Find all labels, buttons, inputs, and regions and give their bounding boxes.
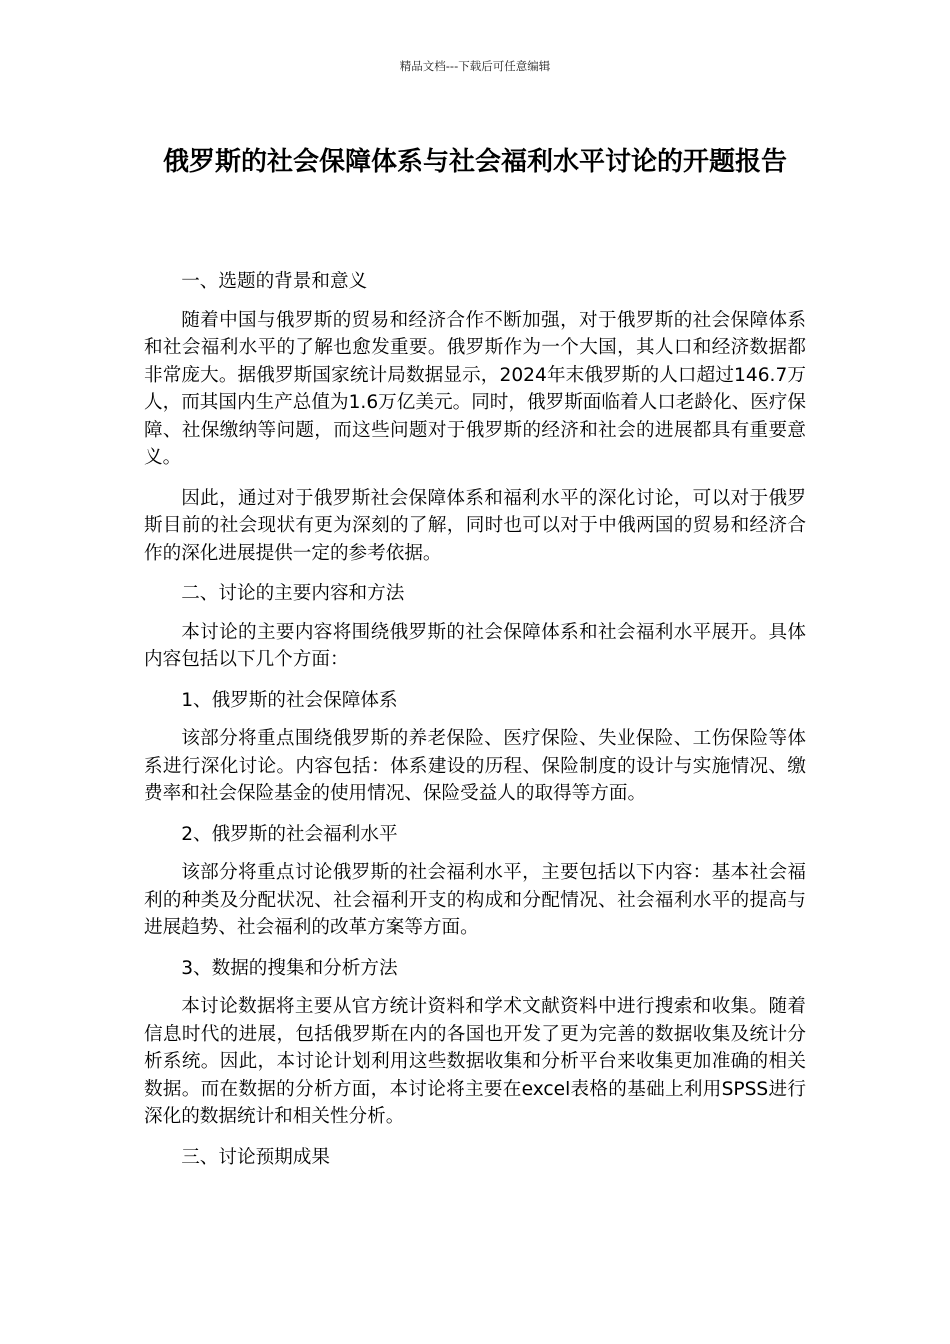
paragraph-welfare-level: 该部分将重点讨论俄罗斯的社会福利水平，主要包括以下内容：基本社会福利的种类及分配状况、社会福利开支的构成和分配情况、社会福利水平的提高与进展趋势、社会福利的改革方案等方面。 <box>144 862 806 938</box>
section-heading-content-methods: 二、讨论的主要内容和方法 <box>181 583 405 604</box>
paragraph-significance: 因此，通过对于俄罗斯社会保障体系和福利水平的深化讨论，可以对于俄罗斯目前的社会现状有更为深刻的了解，同时也可以对于中俄两国的贸易和经济合作的深化进展提供一定的参考依据。 <box>144 487 806 564</box>
subsection-heading-data-methods: 3、数据的搜集和分析方法 <box>181 957 398 979</box>
paragraph-social-security: 该部分将重点围绕俄罗斯的养老保险、医疗保险、失业保险、工伤保险等体系进行深化讨论。内容包括：体系建设的历程、保险制度的设计与实施情况、缴费率和社会保险基金的使用情况、保险受益人的取得等方面。 <box>144 728 806 804</box>
paragraph-data-methods: 本讨论数据将主要从官方统计资料和学术文献资料中进行搜索和收集。随着信息时代的进展，包括俄罗斯在内的各国也开发了更为完善的数据收集及统计分析系统。因此，本讨论计划利用这些数据收集和分析平台来收集更加准确的相关数据。而在数据的分析方面，本讨论将主要在excel表格的基础上利用SPSS进行深化的数据统计和相关性分析。 <box>144 996 806 1127</box>
section-heading-expected-results: 三、讨论预期成果 <box>181 1146 330 1168</box>
document-title: 俄罗斯的社会保障体系与社会福利水平讨论的开题报告 <box>162 147 787 177</box>
paragraph-content-intro: 本讨论的主要内容将围绕俄罗斯的社会保障体系和社会福利水平展开。具体内容包括以下几个方面： <box>144 621 806 670</box>
page-header: 精品文档---下载后可任意编辑 <box>399 59 551 73</box>
document-body <box>144 268 806 1182</box>
subsection-heading-welfare-level: 2、俄罗斯的社会福利水平 <box>181 823 398 845</box>
section-heading-background: 一、选题的背景和意义 <box>181 271 368 292</box>
subsection-heading-social-security: 1、俄罗斯的社会保障体系 <box>181 689 398 711</box>
paragraph-background: 随着中国与俄罗斯的贸易和经济合作不断加强，对于俄罗斯的社会保障体系和社会福利水平的了解也愈发重要。俄罗斯作为一个大国，其人口和经济数据都非常庞大。据俄罗斯国家统计局数据显示，2024年末俄罗斯的人口超过146.7万人，而其国内生产总值为1.6万亿美元。同时，俄罗斯面临着人口老龄化、医疗保障、社保缴纳等问题，而这些问题对于俄罗斯的经济和社会的进展都具有重要意义。 <box>144 309 806 468</box>
